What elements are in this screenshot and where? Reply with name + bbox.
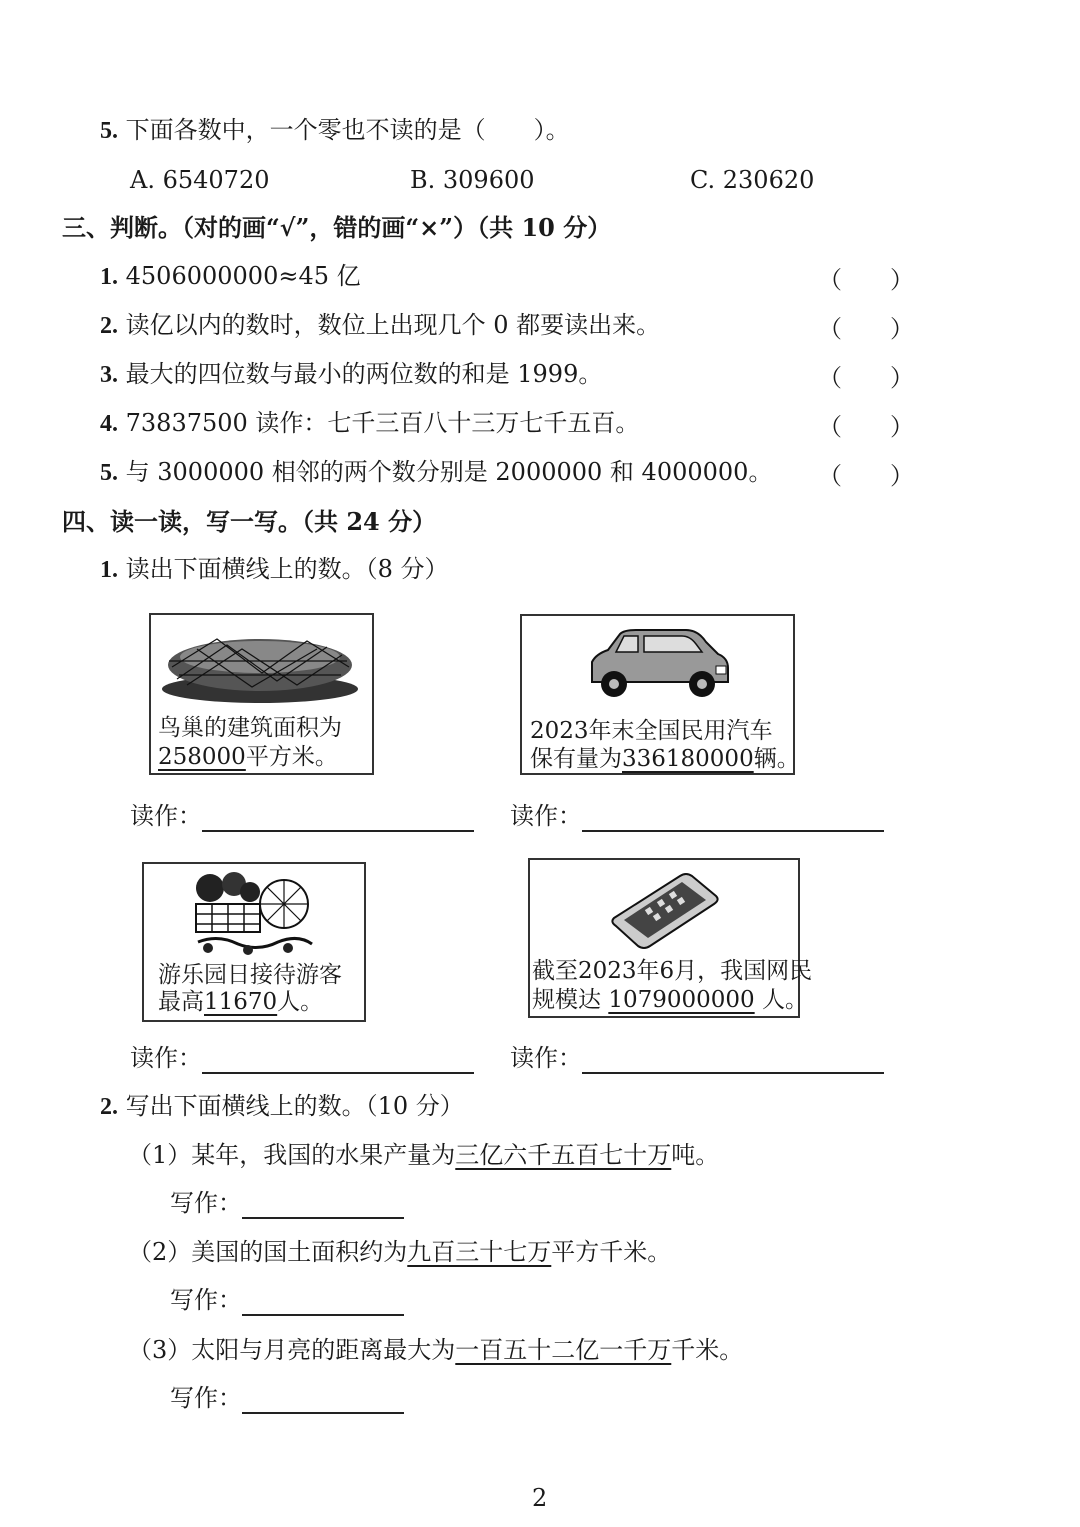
part-1-title: 1. 读出下面横线上的数。（8 分） (100, 555, 449, 583)
smartphone-icon (610, 870, 722, 950)
card-text-line1: 2023年末全国民用汽车 (530, 718, 773, 744)
answer-line[interactable] (202, 800, 474, 832)
section-3-title: 三、判断。（对的画“√”，错的画“×”）（共 10 分） (62, 213, 612, 242)
underlined-words: 一百五十二亿一千万 (455, 1336, 672, 1364)
write-answer-row: 写作： (170, 1284, 404, 1316)
underlined-words: 九百三十七万 (407, 1238, 552, 1266)
question-text: 下面各数中，一个零也不读的是（ ）。 (125, 116, 570, 144)
underlined-words: 三亿六千五百七十万 (455, 1141, 672, 1169)
card-amusement-park (142, 862, 366, 1022)
answer-line[interactable] (582, 800, 884, 832)
answer-line[interactable] (202, 1042, 474, 1074)
card-text-line2: 最高11670人。 (158, 989, 324, 1015)
card-text-line1: 游乐园日接待游客 (158, 962, 342, 988)
underlined-number: 336180000 (622, 746, 754, 772)
card-text-line2: 规模达 1079000000 人。 (532, 987, 808, 1013)
read-answer-row: 读作： (130, 1042, 474, 1074)
answer-line[interactable] (242, 1382, 404, 1414)
underlined-number: 1079000000 (608, 987, 755, 1013)
judge-item-2: 2. 读亿以内的数时，数位上出现几个 0 都要读出来。 (100, 311, 661, 339)
write-item-3: （3）太阳与月亮的距离最大为一百五十二亿一千万千米。 (128, 1336, 744, 1364)
option-b: B. 309600 (410, 166, 535, 194)
answer-paren[interactable]: （ ） (818, 462, 914, 490)
car-icon (586, 628, 732, 702)
judge-item-5: 5. 与 3000000 相邻的两个数分别是 2000000 和 4000000。 (100, 458, 773, 486)
write-item-1: （1）某年，我国的水果产量为三亿六千五百七十万吨。 (128, 1141, 720, 1169)
answer-paren[interactable]: （ ） (818, 413, 914, 441)
section-4-title: 四、读一读，写一写。（共 24 分） (62, 507, 437, 536)
answer-line[interactable] (582, 1042, 884, 1074)
underlined-number: 11670 (204, 989, 278, 1015)
card-car (520, 614, 800, 775)
option-a: A. 6540720 (130, 166, 270, 194)
option-c: C. 230620 (690, 166, 815, 194)
judge-item-3: 3. 最大的四位数与最小的两位数的和是 1999。 (100, 360, 603, 388)
read-answer-row: 读作： (510, 800, 884, 832)
card-text-line2: 保有量为336180000辆。 (530, 746, 800, 772)
stadium-icon (157, 627, 363, 707)
card-birds-nest (149, 613, 374, 775)
part-2-title: 2. 写出下面横线上的数。（10 分） (100, 1092, 464, 1120)
write-item-2: （2）美国的国土面积约为九百三十七万平方千米。 (128, 1238, 672, 1266)
amusement-park-icon (188, 870, 316, 956)
page-number: 2 (532, 1484, 548, 1512)
judge-item-1: 1. 4506000000≈45 亿 (100, 262, 361, 290)
answer-line[interactable] (242, 1284, 404, 1316)
card-internet-users (528, 858, 813, 1018)
write-answer-row: 写作： (170, 1187, 404, 1219)
judge-item-4: 4. 73837500 读作：七千三百八十三万七千五百。 (100, 409, 640, 437)
answer-paren[interactable]: （ ） (818, 315, 914, 343)
answer-paren[interactable]: （ ） (818, 266, 914, 294)
card-text-line1: 鸟巢的建筑面积为 (158, 715, 342, 741)
underlined-number: 258000 (158, 744, 246, 770)
question-number: 5. (100, 118, 118, 144)
card-text-line1: 截至2023年6月，我国网民 (532, 958, 813, 984)
card-text-line2: 258000平方米。 (158, 744, 338, 770)
question-5 (100, 114, 570, 147)
answer-line[interactable] (242, 1187, 404, 1219)
read-answer-row: 读作： (130, 800, 474, 832)
read-answer-row: 读作： (510, 1042, 884, 1074)
answer-paren[interactable]: （ ） (818, 364, 914, 392)
write-answer-row: 写作： (170, 1382, 404, 1414)
